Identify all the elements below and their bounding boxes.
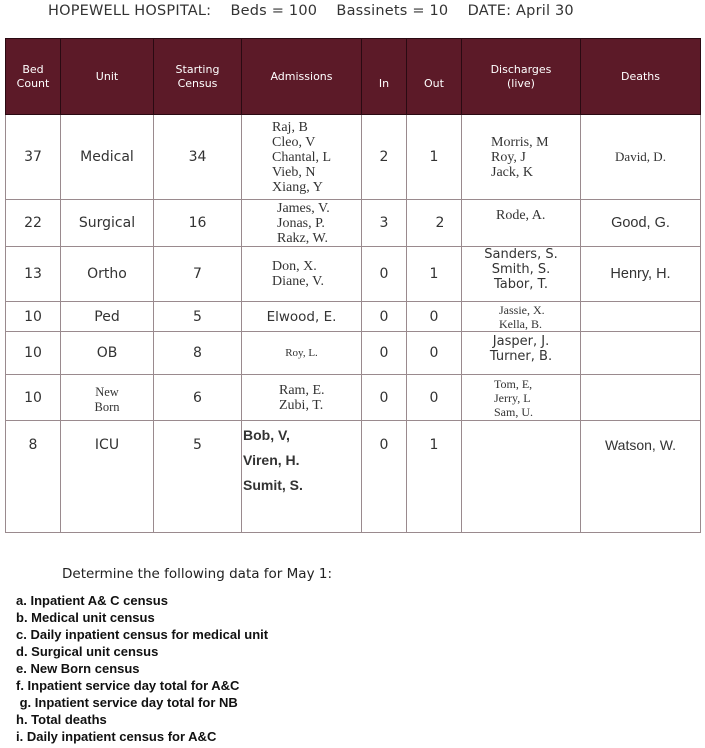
table-row: [6, 302, 701, 332]
col-unit: [61, 39, 154, 115]
discharge-name: Smith, S.: [491, 262, 551, 277]
table-row: [6, 247, 701, 302]
deaths-cell: Watson, W.: [581, 421, 701, 533]
discharge-name: Jassie, X.: [499, 302, 545, 317]
col-out: [407, 39, 462, 115]
deaths-cell: [581, 332, 701, 375]
question-item: a. Inpatient A& C census: [16, 593, 168, 608]
in-cell: 2: [362, 115, 407, 200]
deaths-cell: [581, 302, 701, 332]
admission-name: Rakz, W.: [277, 230, 328, 246]
out-cell: 0: [407, 375, 462, 421]
bed-count-cell: 8: [6, 421, 61, 533]
starting-census-cell: 16: [154, 200, 242, 247]
admission-name: Diane, V.: [272, 274, 324, 289]
starting-census-cell: 34: [154, 115, 242, 200]
admission-name: Raj, B: [272, 119, 308, 135]
discharges-cell: [462, 375, 581, 421]
discharge-name: Tom, E,: [494, 376, 533, 391]
deaths-cell: Good, G.: [581, 200, 701, 247]
admission-name: Vieb, N: [272, 164, 316, 180]
admissions-cell: [242, 200, 362, 247]
in-cell: 0: [362, 247, 407, 302]
col-bed-count: [6, 39, 61, 115]
deaths-cell: David, D.: [581, 115, 701, 200]
col-discharges-label: Discharges (live): [490, 62, 552, 90]
question-item: f. Inpatient service day total for A&C: [16, 678, 240, 693]
bed-count-cell: 22: [6, 200, 61, 247]
bed-count-cell: 10: [6, 332, 61, 375]
admission-name: Jonas, P.: [277, 215, 325, 231]
col-starting-census: [154, 39, 242, 115]
col-in-label: In: [378, 76, 390, 90]
question-item: h. Total deaths: [16, 712, 107, 727]
col-unit-label: Unit: [95, 69, 119, 83]
in-cell: 0: [362, 332, 407, 375]
admissions-cell: [242, 302, 362, 332]
deaths-cell: [581, 375, 701, 421]
question-item: d. Surgical unit census: [16, 644, 159, 659]
col-starting-census-label: Starting Census: [175, 62, 220, 90]
discharges-cell: [462, 421, 581, 533]
starting-census-cell: 8: [154, 332, 242, 375]
unit-cell: OB: [61, 332, 154, 375]
in-cell: 0: [362, 421, 407, 533]
discharge-name: Sam, U.: [494, 404, 533, 419]
col-discharges: [462, 39, 581, 115]
bed-count-cell: 10: [6, 375, 61, 421]
table-row: [6, 200, 701, 247]
bed-count-cell: 13: [6, 247, 61, 302]
col-admissions-label: Admissions: [270, 69, 333, 83]
beds-total: Beds = 100: [230, 3, 318, 19]
question-item: e. New Born census: [16, 661, 140, 676]
admission-name: Cleo, V: [272, 134, 316, 150]
discharge-name: Kella, B.: [499, 316, 542, 331]
table-row: [6, 332, 701, 375]
discharge-name: Morris, M: [491, 134, 549, 150]
question-item: i. Daily inpatient census for A&C: [16, 729, 217, 744]
question-item: g. Inpatient service day total for NB: [16, 695, 238, 710]
discharges-cell: [462, 332, 581, 375]
col-deaths-label: Deaths: [621, 69, 660, 83]
col-in: [362, 39, 407, 115]
table-row: [6, 115, 701, 200]
out-cell: 1: [407, 421, 462, 533]
admission-name: Xiang, Y: [272, 179, 323, 195]
instructions-intro: Determine the following data for May 1:: [62, 566, 332, 582]
discharge-name: Rode, A.: [496, 208, 546, 223]
admissions-cell: [242, 247, 362, 302]
starting-census-cell: 6: [154, 375, 242, 421]
out-cell: 0: [407, 302, 462, 332]
admission-name: James, V.: [277, 200, 330, 216]
in-cell: 0: [362, 302, 407, 332]
discharge-name: Jack, K: [491, 164, 533, 180]
col-deaths: [581, 39, 701, 115]
hospital-name: HOPEWELL HOSPITAL:: [48, 3, 212, 19]
report-date: DATE: April 30: [467, 3, 574, 19]
in-cell: 0: [362, 375, 407, 421]
admissions-cell: [242, 375, 362, 421]
discharges-cell: [462, 115, 581, 200]
unit-name-line: Born: [94, 399, 120, 414]
table-row: [6, 375, 701, 421]
admissions-cell: [242, 332, 362, 375]
discharge-name: Jasper, J.: [492, 334, 550, 349]
col-admissions: [242, 39, 362, 115]
unit-name-line: New: [95, 384, 119, 399]
admission-name: Chantal, L: [272, 149, 332, 165]
admissions-cell: [242, 421, 362, 533]
col-bed-count-label: Bed Count: [16, 62, 50, 90]
discharges-cell: [462, 200, 581, 247]
discharges-cell: [462, 247, 581, 302]
discharges-cell: [462, 302, 581, 332]
discharge-name: Turner, B.: [489, 349, 553, 364]
admission-name: Sumit, S.: [243, 477, 303, 493]
admission-name: Don, X.: [272, 259, 317, 274]
in-cell: 3: [362, 200, 407, 247]
col-out-label: Out: [424, 76, 444, 90]
deaths-cell: Henry, H.: [581, 247, 701, 302]
admission-name: Elwood, E.: [266, 308, 337, 325]
unit-cell: Medical: [61, 115, 154, 200]
table-row: [6, 421, 701, 533]
starting-census-cell: 7: [154, 247, 242, 302]
bassinets-total: Bassinets = 10: [336, 3, 449, 19]
out-cell: 2: [407, 200, 462, 247]
question-item: c. Daily inpatient census for medical unit: [16, 627, 269, 642]
discharge-name: Roy, J: [491, 149, 526, 165]
unit-cell: [61, 375, 154, 421]
out-cell: 1: [407, 247, 462, 302]
discharge-name: Jerry, L: [494, 390, 531, 405]
bed-count-cell: 37: [6, 115, 61, 200]
out-cell: 1: [407, 115, 462, 200]
discharge-name: Tabor, T.: [493, 277, 549, 292]
unit-cell: ICU: [61, 421, 154, 533]
out-cell: 0: [407, 332, 462, 375]
admission-name: Ram, E.: [279, 382, 325, 398]
unit-cell: Surgical: [61, 200, 154, 247]
admission-name: Roy, L.: [285, 347, 318, 359]
admission-name: Bob, V,: [243, 427, 290, 443]
header-row: [6, 39, 701, 115]
bed-count-cell: 10: [6, 302, 61, 332]
unit-cell: Ortho: [61, 247, 154, 302]
admissions-cell: [242, 115, 362, 200]
unit-cell: Ped: [61, 302, 154, 332]
question-item: b. Medical unit census: [16, 610, 155, 625]
discharge-name: Sanders, S.: [484, 247, 558, 262]
report-header: [48, 3, 574, 19]
admission-name: Viren, H.: [243, 452, 300, 468]
admission-name: Zubi, T.: [279, 397, 324, 413]
starting-census-cell: 5: [154, 302, 242, 332]
starting-census-cell: 5: [154, 421, 242, 533]
census-table: [5, 38, 701, 533]
